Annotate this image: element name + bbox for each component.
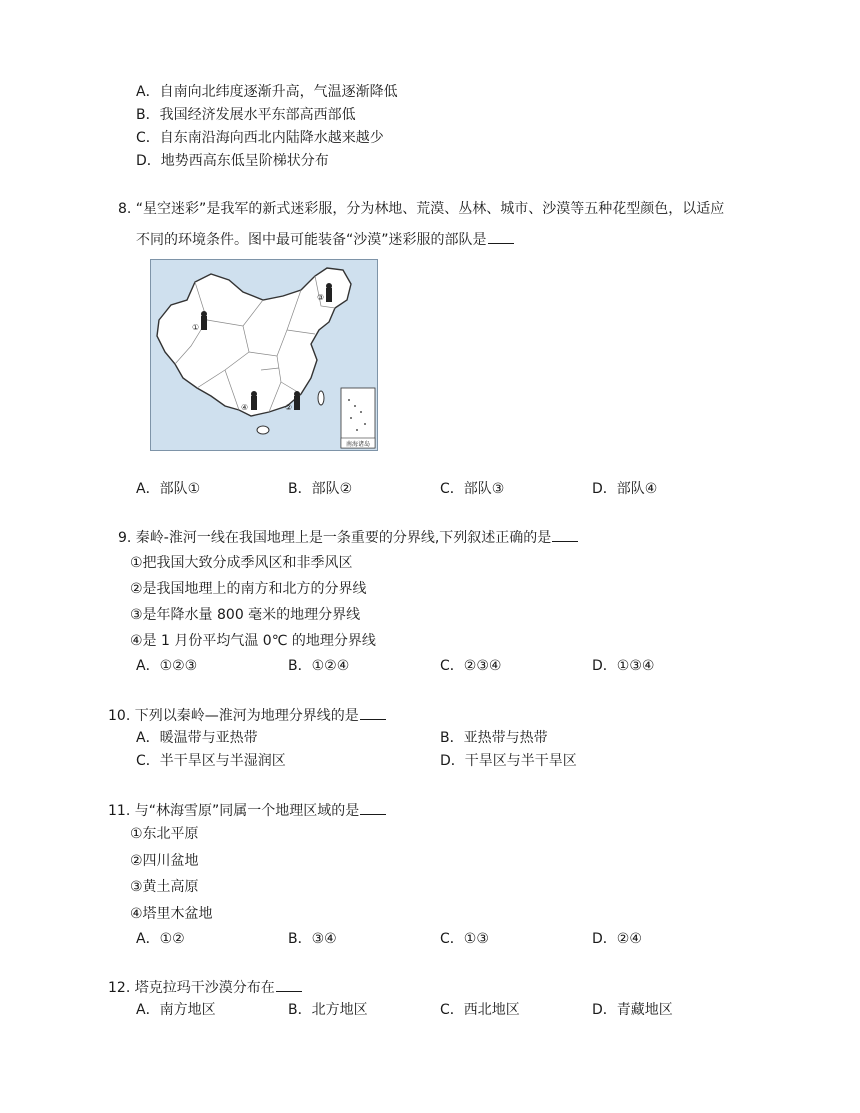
q8-option-a: A．部队① (136, 481, 201, 497)
svg-text:①: ① (192, 323, 200, 332)
q8-stem-text: 不同的环境条件。图中最可能装备“沙漠”迷彩服的部队是 (136, 232, 487, 248)
q11-statement-4: ④塔里木盆地 (130, 906, 213, 922)
inset-label: 南海诸岛 (345, 441, 371, 448)
svg-text:④: ④ (241, 403, 249, 412)
answer-blank (552, 527, 578, 542)
q9-statement-3: ③是年降水量 800 毫米的地理分界线 (130, 607, 361, 623)
answer-blank (488, 229, 514, 244)
q9-option-a: A．①②③ (136, 658, 198, 674)
q7-option-b: B．我国经济发展水平东部高西部低 (136, 107, 356, 123)
q8-option-c: C．部队③ (440, 481, 505, 497)
q9-option-b: B．①②④ (288, 658, 350, 674)
q9-option-d: D．①③④ (592, 658, 655, 674)
q11-statement-2: ②四川盆地 (130, 853, 199, 869)
q11-statement-1: ①东北平原 (130, 826, 199, 842)
soldier-icon (326, 288, 332, 302)
q10-stem: 10. 下列以秦岭—淮河为地理分界线的是 (108, 705, 386, 725)
q7-option-a: A．自南向北纬度逐渐升高，气温逐渐降低 (136, 84, 398, 100)
q11-stem: 11. 与“林海雪原”同属一个地理区域的是 (108, 800, 386, 820)
soldier-icon (201, 316, 207, 330)
q10-option-d: D．干旱区与半干旱区 (440, 753, 577, 769)
q7-option-c: C．自东南沿海向西北内陆降水越来越少 (136, 130, 384, 146)
svg-text:③: ③ (317, 293, 325, 302)
q9-statement-1: ①把我国大致分成季风区和非季风区 (130, 555, 353, 571)
q9-statement-2: ②是我国地理上的南方和北方的分界线 (130, 581, 367, 597)
q10-option-b: B．亚热带与热带 (440, 730, 548, 746)
south-sea-inset (341, 388, 375, 448)
q8-option-d: D．部队④ (592, 481, 658, 497)
q9-stem: 9. 秦岭-淮河一线在我国地理上是一条重要的分界线,下列叙述正确的是 (118, 527, 578, 547)
q9-statement-4: ④是 1 月份平均气温 0℃ 的地理分界线 (130, 633, 376, 649)
q12-option-a: A．南方地区 (136, 1002, 216, 1018)
q10-option-a: A．暖温带与亚热带 (136, 730, 258, 746)
q12-option-c: C．西北地区 (440, 1002, 520, 1018)
q11-option-a: A．①② (136, 931, 185, 947)
answer-blank (360, 705, 386, 720)
q7-option-d: D．地势西高东低呈阶梯状分布 (136, 153, 329, 169)
q12-stem: 12. 塔克拉玛干沙漠分布在 (108, 977, 302, 997)
answer-blank (360, 800, 386, 815)
q11-option-c: C．①③ (440, 931, 489, 947)
q8-stem-line1: 8. “星空迷彩”是我军的新式迷彩服，分为林地、荒漠、丛林、城市、沙漠等五种花型颜色，以适应 (118, 201, 725, 217)
soldier-icon (251, 396, 257, 410)
q10-option-c: C．半干旱区与半湿润区 (136, 753, 286, 769)
q9-option-c: C．②③④ (440, 658, 502, 674)
taiwan-island (318, 391, 324, 405)
china-map (150, 259, 378, 451)
svg-text:②: ② (285, 403, 293, 412)
soldier-icon (294, 396, 300, 410)
q12-option-d: D．青藏地区 (592, 1002, 673, 1018)
q8-option-b: B．部队② (288, 481, 353, 497)
answer-blank (276, 977, 302, 992)
hainan-island (257, 426, 269, 434)
q11-statement-3: ③黄土高原 (130, 879, 199, 895)
q11-option-d: D．②④ (592, 931, 642, 947)
q11-option-b: B．③④ (288, 931, 337, 947)
q12-option-b: B．北方地区 (288, 1002, 368, 1018)
q8-stem-line2 (136, 229, 514, 249)
